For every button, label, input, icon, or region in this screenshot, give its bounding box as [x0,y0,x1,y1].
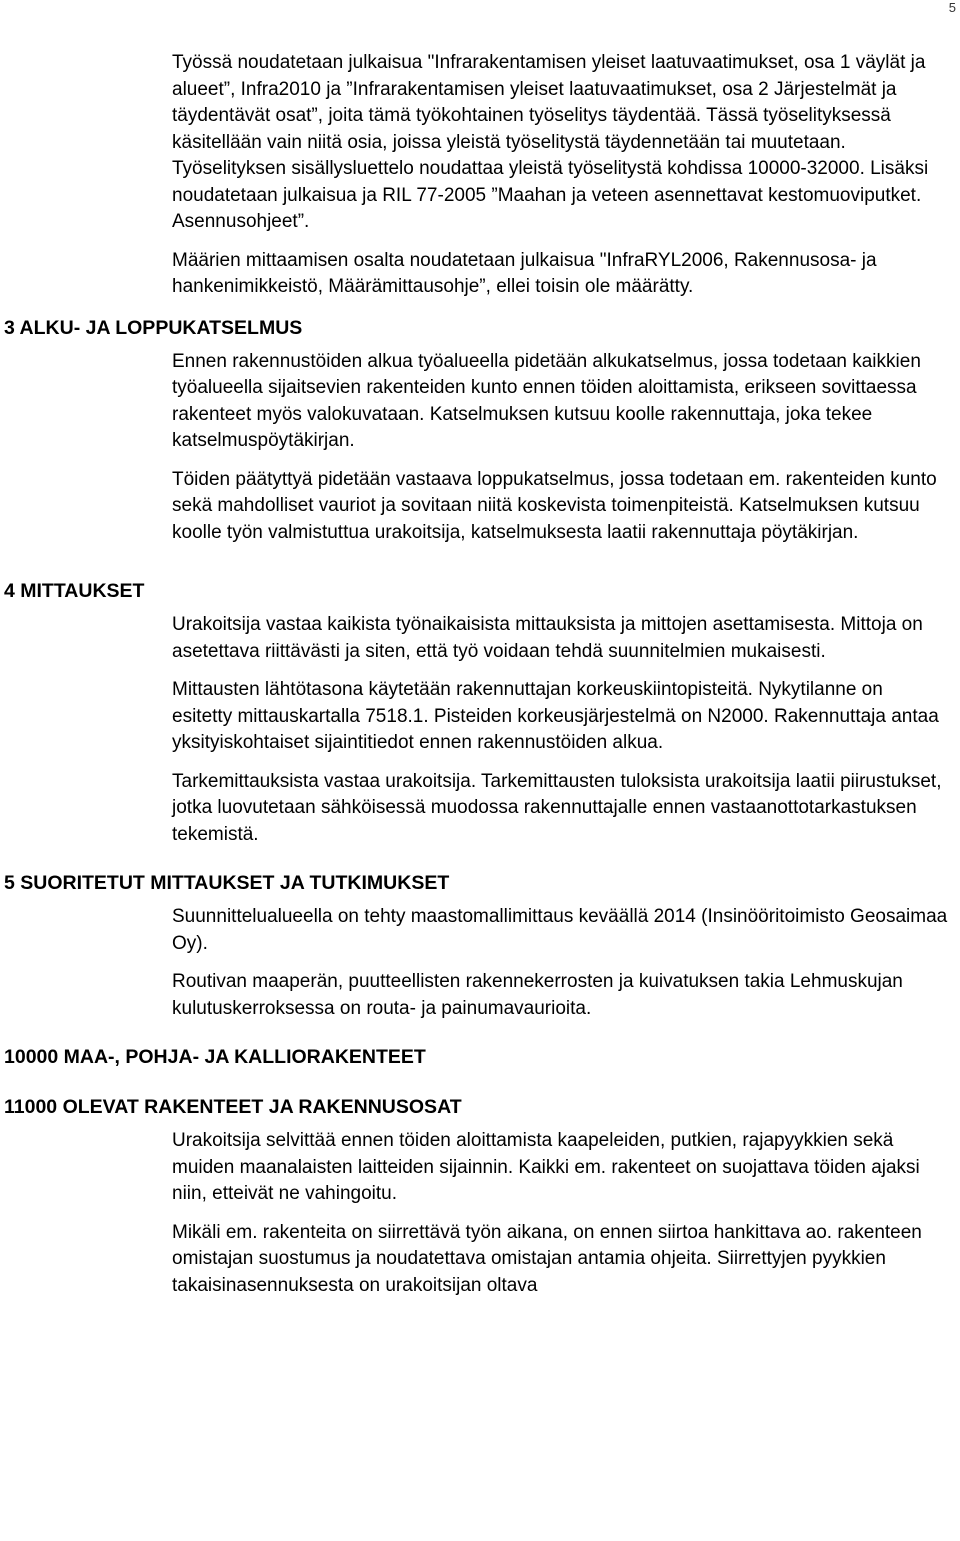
page-number: 5 [948,0,956,15]
section-paragraph: Töiden päätyttyä pidetään vastaava loppukatselmus, jossa todetaan em. rakenteiden kunto sekä mahdolliset vauriot ja sovitaan niitä koskevista toimenpiteistä. Katselmuksen kutsuu koolle työn valmistuttua urakoitsija, katselmuksesta laatii rakennuttaja pöytäkirjan. [172,468,937,543]
section-paragraph: Ennen rakennustöiden alkua työalueella pidetään alkukatselmus, jossa todetaan kaikkien työalueella sijaitsevien rakenteiden kunto ennen töiden aloittamista, erikseen sovittaessa rakenteet myös valokuvataan. Katselmuksen kutsuu koolle rakennuttaja, joka tekee katselmuspöytäkirjan. [172,350,921,451]
intro-paragraph: Määrien mittaamisen osalta noudatetaan julkaisua "InfraRYL2006, Rakennusosa- ja hankenimikkeistö, Määrämittausohje”, ellei toisin ole määrätty. [172,249,877,297]
section-paragraph: Suunnittelualueella on tehty maastomallimittaus keväällä 2014 (Insinööritoimisto Geosaimaa Oy). [172,906,948,954]
section-paragraph: Routivan maaperän, puutteellisten rakennekerrosten ja kuivatuksen takia Lehmuskujan kulutuskerroksessa on routa- ja painumavaurioita. [172,971,903,1019]
section-heading: 3 ALKU- JA LOPPUKATSELMUS [4,316,303,339]
section-paragraph: Urakoitsija selvittää ennen töiden aloittamista kaapeleiden, putkien, rajapyykkien sekä muiden maanalaisten laitteiden sijainnin. Kaikki em. rakenteet on suojattava töiden ajaksi niin, etteivät ne vahingoitu. [172,1130,920,1204]
intro-paragraph: Työssä noudatetaan julkaisua "Infrarakentamisen yleiset laatuvaatimukset, osa 1 väylät ja alueet”, Infra2010 ja ”Infrarakentamisen yleiset laatuvaatimukset, osa 2 Järjestelmät ja täydentävät osat”, joita tämä työkohtainen työselitys täydentää. Tässä työselityksessä käsitellään vain niitä osia, joissa yleistä työselitystä täydennetään tai muutetaan. Työselityksen sisällysluettelo noudattaa yleistä työselitystä kohdissa 10000-32000. Lisäksi noudatetaan julkaisua ja RIL 77-2005 ”Maahan ja veteen asennettavat kestomuoviputket. Asennusohjeet”. [172,52,929,232]
section-heading: 11000 OLEVAT RAKENTEET JA RAKENNUSOSAT [4,1096,462,1118]
section-paragraph: Tarkemittauksista vastaa urakoitsija. Tarkemittausten tuloksista urakoitsija laatii piirustukset, jotka luovutetaan sähköisessä muodossa rakennuttajalle ennen vastaanottotarkastuksen tekemistä. [172,770,942,845]
section-paragraph: Mikäli em. rakenteita on siirrettävä työn aikana, on ennen siirtoa hankittava ao. rakenteen omistajan suostumus ja noudatettava omistajan antamia ohjeita. Siirrettyjen pyykkien takaisinasennuksesta on urakoitsijan oltava [172,1221,922,1296]
section-heading: 4 MITTAUKSET [4,580,145,602]
document-page [4,50,956,1311]
section-heading: 5 SUORITETUT MITTAUKSET JA TUTKIMUKSET [4,872,450,894]
section-paragraph: Urakoitsija vastaa kaikista työnaikaisista mittauksista ja mittojen asettamisesta. Mittoja on asetettava riittävästi ja siten, että työ voidaan tehdä suunnitelmien mukaisesti. [172,614,923,662]
section-paragraph: Mittausten lähtötasona käytetään rakennuttajan korkeuskiintopisteitä. Nykytilanne on esitetty mittauskartalla 7518.1. Pisteiden korkeusjärjestelmä on N2000. Rakennuttaja antaa yksityiskohtaiset sijaintitiedot ennen rakennustöiden alkua. [172,679,939,753]
section-heading: 10000 MAA-, POHJA- JA KALLIORAKENTEET [4,1046,426,1068]
